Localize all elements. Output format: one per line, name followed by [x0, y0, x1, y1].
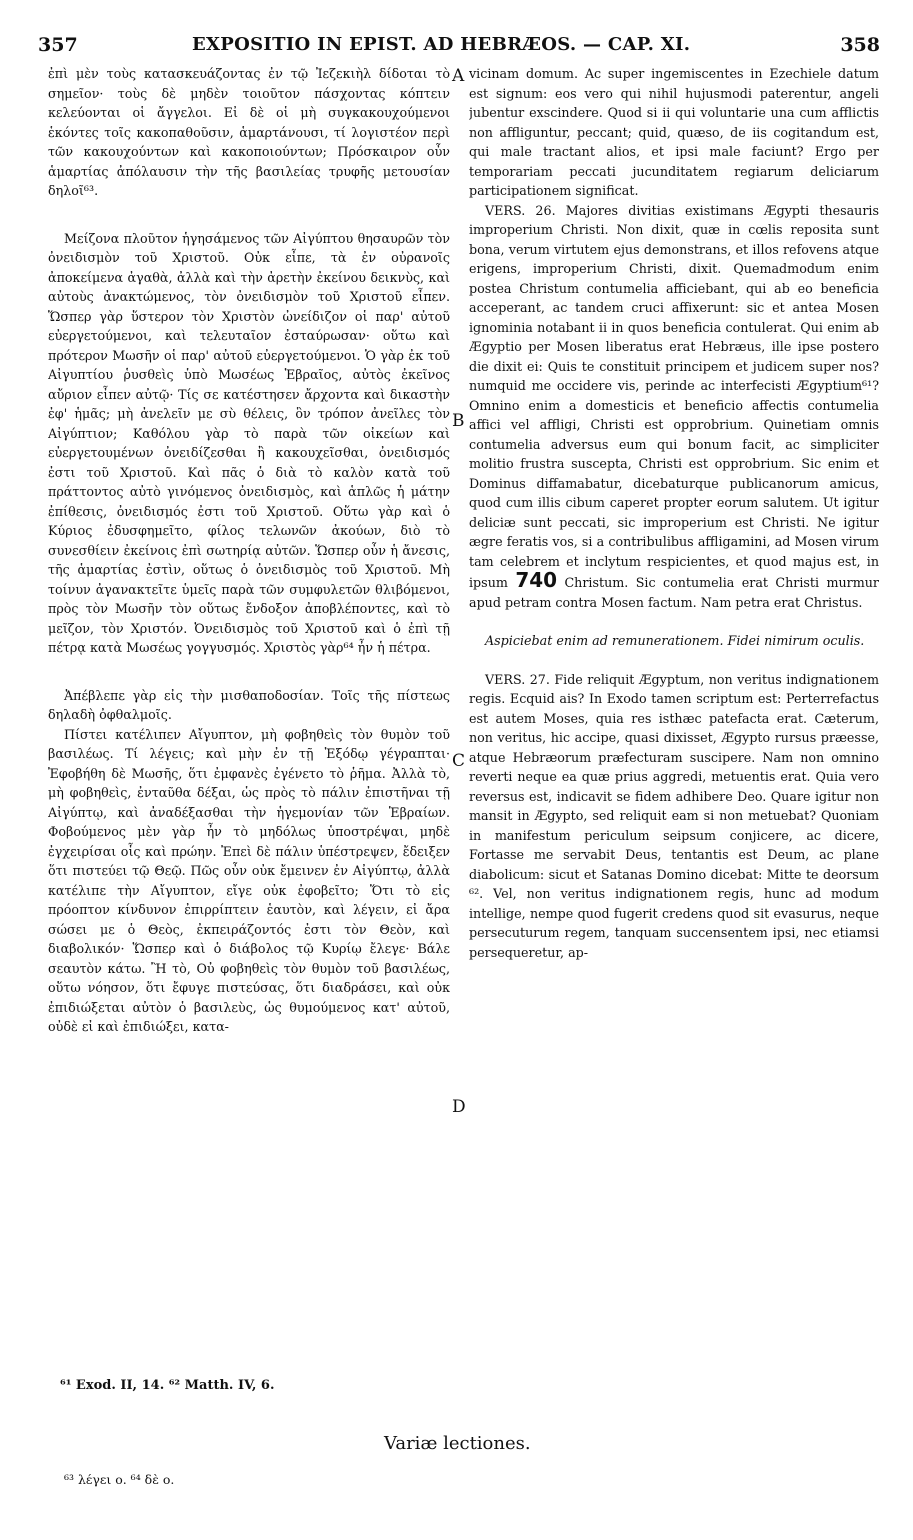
latin-paragraph-2-end: Christum. Sic contumelia erat Christi murmur apud petram contra Mosen factum. Nam petra erat Christus.: [469, 575, 879, 610]
latin-paragraph-4: VERS. 27. Fide reliquit Ægyptum, non veritus indignationem regis. Ecquid ais? In Exodo tamen scriptum est: Perterrefactus est autem Moses, quia res isthæc patefacta erat. Cæterum, non veritus, hic accipe, quasi dixisset, Ægypto rursus præesse, atque Hebræorum præfecturam suscipere. Nam non omnino reverti neque ea quæ prius aggredi, metuentis erat. Quia vero reversus est, indicavit se fidem adhibere Deo. Quare igitur non mansit in Ægypto, sed reliquit eam si non metuebat? Quoniam in manifestum periculum seipsum conjicere, ac dicere, Fortasse me servabit Deus, tentantis est Deum, ac plane diabolicum: sicut et Satanas Domino dicebat: Mitte te deorsum ⁶². Vel, non veritus indignationem regis, hunc ad modum intellige, nempe quod fugerit credens quod sit evasurus, neque persecuturum regem, tanquam succensentem ipsi, nec etiamsi persequeretur, ap-: [469, 671, 879, 960]
margin-letter-a: A: [452, 66, 465, 86]
margin-letter-c: C: [452, 751, 466, 771]
latin-paragraph-2-text: VERS. 26. Majores divitias existimans Ægypti thesauris improperium Christi. Non dixit, quæ in cœlis reposita sunt bona, verum virtutem ejus demonstrans, et illos refovens atque erigens, improperium Christi, dixit. Quemadmodum enim postea Christum contumelia afficiebant, qui ab eo beneficia acceperant, ac tandem cruci affixerunt: sic et antea Mosen ignominia notabant ii in quos beneficia contulerat. Qui enim ab Ægyptio per Mosen liberatus erat Hebræus, ille ipse postero die dixit ei: Quis te constituit principem et judicem super nos? numquid me occidere vis, perinde ac interfecisti Ægyptium⁶¹? Omnino enim a domesticis et beneficio affectis contumelia affici vel affligi, Christi est opprobrium. Quinetiam omnis contumelia adversus eum qui bonum facit, ac simpliciter molitio frustra suscepta, Christi est opprobrium. Sic enim et Dominus diffamabatur, dicebaturque publicanorum amicus, quod cum illis cibum caperet propter eorum salutem. Ut igitur deliciæ sunt peccati, sic improperium est Christi. Ne igitur ægre feratis vos, si a contribulibus affligamini, ad Mosen virum tam celebrem et inclytum respicientes, et quod majus est, in ipsum: [469, 202, 879, 590]
margin-letter-b: B: [452, 411, 465, 431]
greek-column: [48, 64, 450, 1037]
latin-column: [469, 64, 879, 962]
running-header: [30, 34, 880, 58]
latin-paragraph-2: [469, 201, 879, 613]
latin-paragraph-3: Aspiciebat enim ad remunerationem. Fidei nimirum oculis.: [485, 633, 865, 648]
variae-lectiones-heading: Variæ lectiones.: [384, 1433, 531, 1454]
greek-paragraph-1: ἐπὶ μὲν τοὺς κατασκευάζοντας ἐν τῷ Ἰεζεκιὴλ δίδοται τὸ σημεῖον· τοὺς δὲ μηδὲν τοιοῦτον πάσχοντας κόπτειν κελεύονται οἱ ἄγγελοι. Εἰ δὲ οἱ μὴ συγκακουχούμενοι ἑκόντες τοῖς κακοπαθοῦσιν, ἁμαρτάνουσι, τί λογιστέον περὶ τῶν κακουχούντων καὶ κακοποιούντων; Πρόσκαιρον οὖν ἁμαρτίας ἀπόλαυσιν τὴν τῆς βασιλείας τρυφῆς μετουσίαν δηλοῖ⁶³.: [48, 66, 450, 198]
footnote-references: ⁶¹ Exod. II, 14. ⁶² Matth. IV, 6.: [60, 1378, 275, 1393]
variae-lectiones-items: ⁶³ λέγει ο. ⁶⁴ δὲ ο.: [64, 1472, 175, 1487]
column-number: 740: [515, 568, 558, 592]
page-number-right: 358: [840, 34, 880, 56]
margin-letter-d: D: [452, 1097, 466, 1117]
greek-paragraph-2: Μείζονα πλοῦτον ἡγησάμενος τῶν Αἰγύπτου θησαυρῶν τὸν ὀνειδισμὸν τοῦ Χριστοῦ. Οὐκ εἶπε, τὰ ἐν οὐρανοῖς ἀποκείμενα ἀγαθὰ, ἀλλὰ καὶ τὴν ἀρετὴν ἐκείνου δεικνὺς, καὶ αὐτοὺς ἀνακτώμενος, τὸν ὀνειδισμὸν τοῦ Χριστοῦ εἶπεν. Ὥσπερ γὰρ ὕστερον τὸν Χριστὸν ὠνείδιζον οἱ παρ' αὐτοῦ εὐεργετούμενοι, καὶ τελευταῖον ἐσταύρωσαν· οὕτω καὶ πρότερον Μωσῆν οἱ παρ' αὐτοῦ εὐεργετούμενοι. Ὁ γὰρ ἐκ τοῦ Αἰγυπτίου ῥυσθεὶς ὑπὸ Μωσέως Ἑβραῖος, αὐτὸς ἐκεῖνος αὔριον εἶπεν αὐτῷ· Τίς σε κατέστησεν ἄρχοντα καὶ δικαστὴν ἐφ' ἡμᾶς; μὴ ἀνελεῖν με σὺ θέλεις, ὃν τρόπον ἀνεῖλες τὸν Αἰγύπτιον; Καθόλου γὰρ τὸ παρὰ τῶν οἰκείων καὶ εὐεργετουμένων ὀνειδίζεσθαι ἢ κακουχεῖσθαι, ὀνειδισμός ἐστι τοῦ Χριστοῦ. Καὶ πᾶς ὁ διὰ τὸ καλὸν κατὰ τοῦ πράττοντος αὐτὸ γινόμενος ὀνειδισμὸς, καὶ ἁπλῶς ἡ μάτην ἐπίθεσις, ὀνειδισμός ἐστι τοῦ Χριστοῦ. Οὕτω γὰρ καὶ ὁ Κύριος ἐδυσφημεῖτο, φίλος τελωνῶν ἀκούων, διὸ τὸ συνεσθίειν ἐκείνοις ἐπὶ σωτηρίᾳ αὐτῶν. Ὥσπερ οὖν ἡ ἄνεσις, τῆς ἁμαρτίας ἐστὶν, οὕτως ὁ ὀνειδισμὸς τοῦ Χριστοῦ. Μὴ τοίνυν ἀγανακτεῖτε ὑμεῖς παρὰ τῶν συμφυλετῶν θλιβόμενοι, πρὸς τὸν Μωσῆν τὸν οὕτως ἔνδοξον ἀποβλέποντες, καὶ τὸ μεῖζον, τὸν Χριστόν. Ὀνειδισμὸς τοῦ Χριστοῦ καὶ ὁ ἐπὶ τῇ πέτρᾳ κατὰ Μωσέως γογγυσμός. Χριστὸς γὰρ⁶⁴ ἦν ἡ πέτρα.: [48, 230, 450, 655]
greek-paragraph-3: Ἀπέβλεπε γὰρ εἰς τὴν μισθαποδοσίαν. Τοῖς τῆς πίστεως δηλαδὴ ὀφθαλμοῖς.: [48, 687, 450, 722]
running-title: EXPOSITIO IN EPIST. AD HEBRÆOS. — CAP. XI.: [192, 34, 691, 55]
greek-paragraph-4: Πίστει κατέλιπεν Αἴγυπτον, μὴ φοβηθεὶς τὸν θυμὸν τοῦ βασιλέως. Τί λέγεις; καὶ μὴν ἐν τῇ Ἐξόδῳ γέγραπται· Ἐφοβήθη δὲ Μωσῆς, ὅτι ἐμφανὲς ἐγένετο τὸ ῥῆμα. Ἀλλὰ τὸ, μὴ φοβηθεὶς, ἐνταῦθα δέξαι, ὡς πρὸς τὸ πάλιν ἐπιστῆναι τῇ Αἰγύπτῳ, καὶ ἀναδέξασθαι τὴν ἡγεμονίαν τῶν Ἑβραίων. Φοβούμενος μὲν γὰρ ἦν τὸ μηδόλως ὑποστρέψαι, μηδὲ ἐγχειρίσαι οἷς καὶ πρώην. Ἐπεὶ δὲ πάλιν ὑπέστρεψεν, ἔδειξεν ὅτι πιστεύει τῷ Θεῷ. Πῶς οὖν οὐκ ἔμεινεν ἐν Αἰγύπτῳ, ἀλλὰ κατέλιπε τὴν Αἴγυπτον, εἴγε οὐκ ἐφοβεῖτο; Ὅτι τὸ εἰς πρόοπτον κίνδυνον ἐπιρρίπτειν ἑαυτὸν, καὶ λέγειν, εἰ ἄρα σώσει με ὁ Θεὸς, ἐκπειράζοντός ἐστι τὸν Θεὸν, καὶ διαβολικόν· Ὥσπερ καὶ ὁ διάβολος τῷ Κυρίῳ ἔλεγε· Βάλε σεαυτὸν κάτω. Ἢ τὸ, Οὐ φοβηθεὶς τὸν θυμὸν τοῦ βασιλέως, οὕτω νόησον, ὅτι ἔφυγε πιστεύσας, ὅτι διαδράσει, καὶ οὐκ ἐπιδιώξεται αὐτὸν ὁ βασιλεὺς, ὡς θυμούμενος κατ' αὐτοῦ, οὐδὲ εἰ καὶ ἐπιδιώξει, κατα-: [48, 726, 450, 1034]
page-number-left: 357: [38, 34, 78, 56]
latin-paragraph-1: vicinam domum. Ac super ingemiscentes in Ezechiele datum est signum: eos vero qui nihil hujusmodi paterentur, angeli jubentur exscindere. Quod si ii qui voluntarie una cum afflictis non affliguntur, peccant; quid, quæso, de iis cogitandum est, qui male tractant alios, et ipsi male faciunt? Ergo per temporariam peccati jucunditatem regiarum deliciarum participationem significat.: [469, 66, 879, 198]
